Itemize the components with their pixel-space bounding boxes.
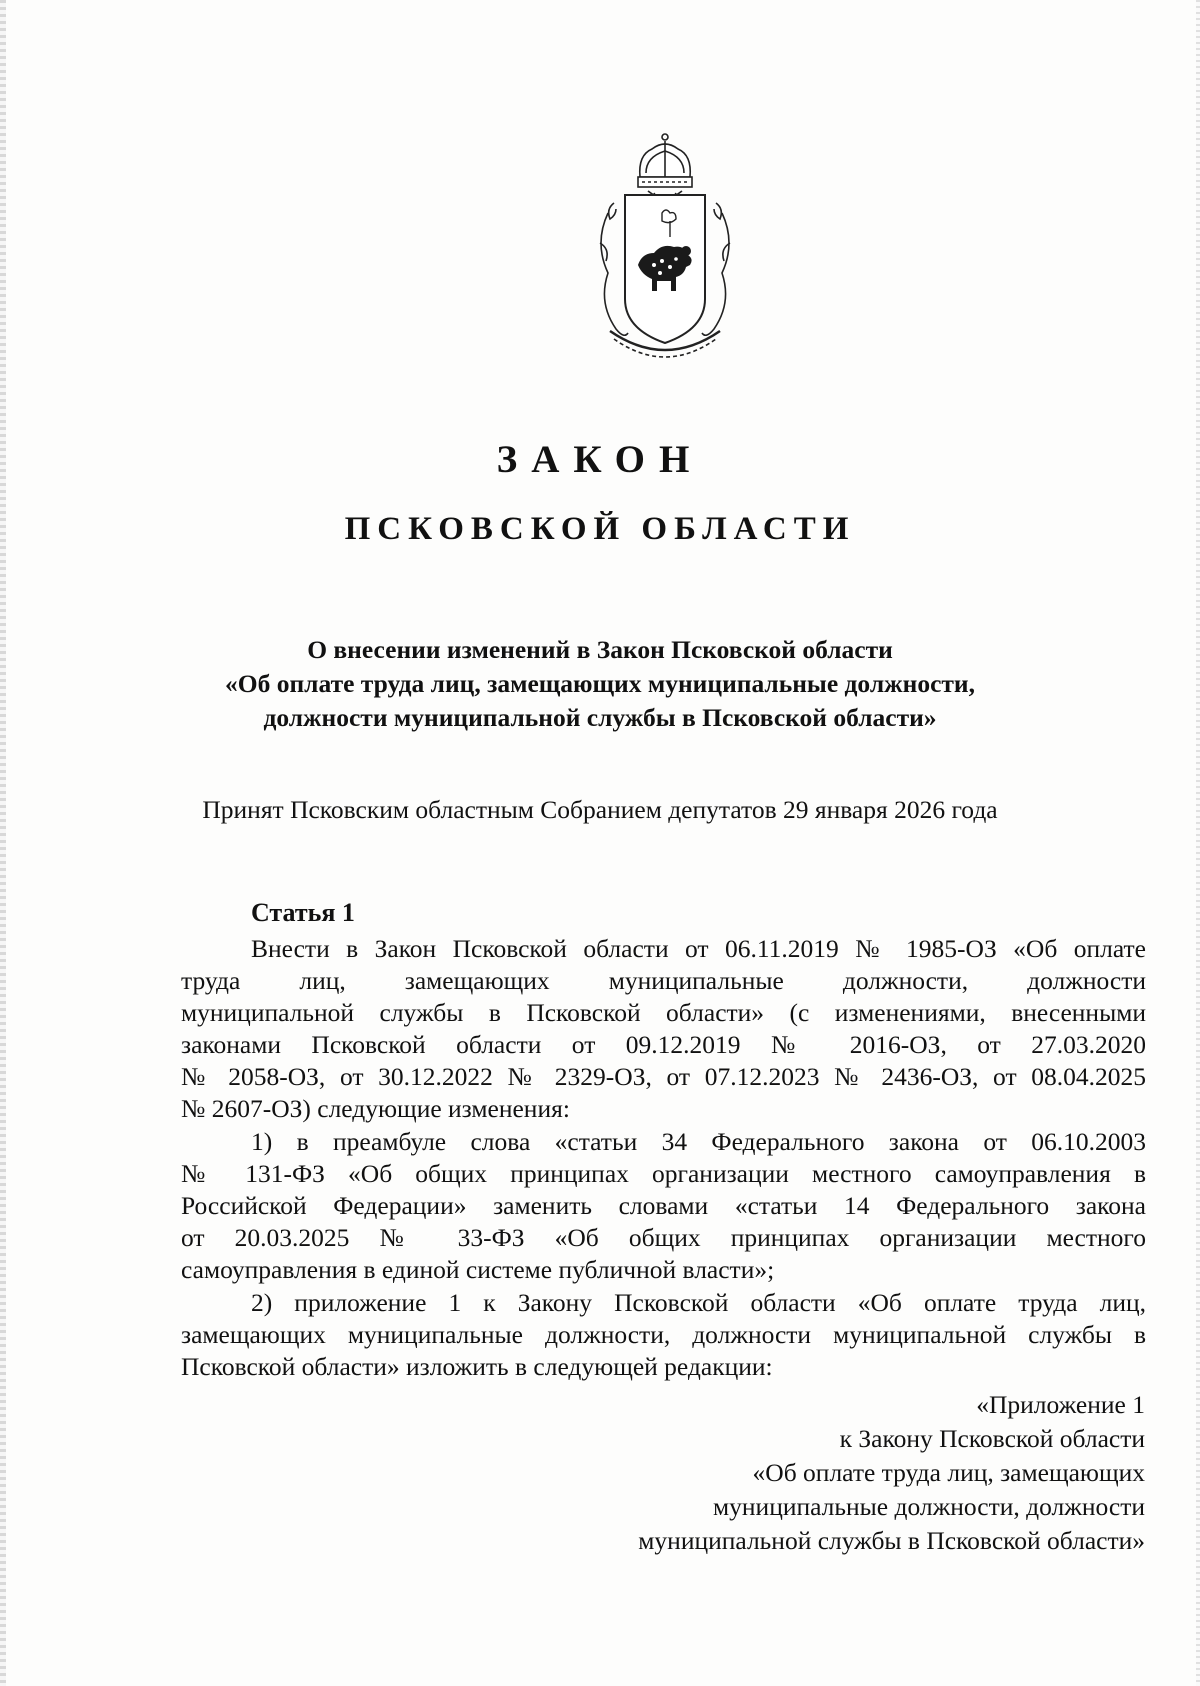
paragraph-line: 2) приложение 1 к Закону Псковской области «Об оплате труда лиц, [251,1288,1146,1317]
article-heading: Статья 1 [251,898,355,927]
adoption-statement: Принят Псковским областным Собранием депутатов 29 января 2026 года [202,795,998,824]
appendix-line: «Приложение 1 [976,1390,1145,1419]
appendix-line: муниципальной службы в Псковской области» [638,1526,1145,1555]
paragraph-line: самоуправления в единой системе публичной власти»; [181,1255,775,1284]
appendix-line: муниципальные должности, должности [713,1492,1145,1521]
appendix-line: к Закону Псковской области [839,1424,1145,1453]
scan-edge-right [1196,0,1200,1686]
coat-of-arms-emblem [580,133,750,381]
scan-edge-left [0,0,6,1686]
article-paragraph-1 [181,933,1146,1125]
paragraph-line: замещающих муниципальные должности, должности муниципальной службы в [181,1320,1146,1349]
paragraph-line: № 2607-ОЗ) следующие изменения: [181,1094,570,1123]
law-subject [0,633,1200,735]
document-title: ЗАКОН [496,438,704,481]
subject-line: должности муниципальной службы в Псковской области» [263,703,937,732]
article-paragraph-3 [181,1287,1146,1383]
subject-line: О внесении изменений в Закон Псковской области [307,635,893,664]
subject-line: «Об оплате труда лиц, замещающих муниципальные должности, [225,669,975,698]
paragraph-line: Внести в Закон Псковской области от 06.11.2019 № 1985-ОЗ «Об оплате [251,934,1146,963]
paragraph-line: труда лиц, замещающих муниципальные должности, должности [181,966,1146,995]
paragraph-line: 1) в преамбуле слова «статьи 34 Федерального закона от 06.10.2003 [251,1127,1146,1156]
appendix-heading [638,1388,1145,1558]
article-paragraph-2 [181,1126,1146,1286]
appendix-line: «Об оплате труда лиц, замещающих [752,1458,1145,1487]
paragraph-line: от 20.03.2025 № 33-ФЗ «Об общих принципах организации местного [181,1223,1146,1252]
paragraph-line: Псковской области» изложить в следующей редакции: [181,1352,773,1381]
paragraph-line: Российской Федерации» заменить словами «статьи 14 Федерального закона [181,1191,1146,1220]
paragraph-line: муниципальной службы в Псковской области» (с изменениями, внесенными [181,998,1146,1027]
paragraph-line: № 2058-ОЗ, от 30.12.2022 № 2329-ОЗ, от 07.12.2023 № 2436-ОЗ, от 08.04.2025 [181,1062,1146,1091]
document-region: ПСКОВСКОЙ ОБЛАСТИ [344,511,856,547]
paragraph-line: № 131-ФЗ «Об общих принципах организации местного самоуправления в [181,1159,1146,1188]
paragraph-line: законами Псковской области от 09.12.2019 № 2016-ОЗ, от 27.03.2020 [181,1030,1146,1059]
